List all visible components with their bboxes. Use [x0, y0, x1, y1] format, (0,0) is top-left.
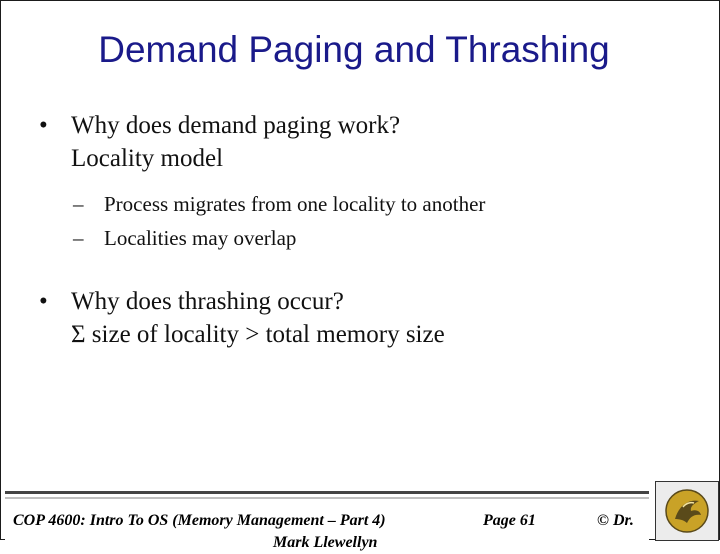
sub-bullet-text: Localities may overlap — [104, 226, 297, 250]
bullet-line: Σ size of locality > total memory size — [71, 321, 445, 348]
bullet-text — [71, 285, 445, 351]
bullet-line: Locality model — [71, 145, 224, 172]
footer-author-overflow: Mark Llewellyn — [273, 534, 378, 551]
sub-bullet-text: Process migrates from one locality to another — [104, 192, 486, 216]
bullet-item-1 — [39, 109, 485, 255]
bullet-marker: • — [39, 112, 48, 139]
bullet-marker: • — [39, 288, 48, 315]
bullet-text — [71, 109, 400, 175]
footer-course-title: COP 4600: Intro To OS (Memory Management – Part 4) — [13, 512, 386, 529]
sub-bullet-list — [73, 187, 485, 255]
footer-copyright: © Dr. — [597, 512, 634, 529]
footer-bar — [5, 491, 649, 551]
bullet-item-2 — [39, 285, 445, 351]
bullet-line: Why does demand paging work? — [71, 112, 401, 139]
bullet-row — [39, 109, 485, 175]
sub-bullet-item — [73, 221, 485, 255]
logo-box — [655, 481, 719, 541]
pegasus-logo-icon — [663, 487, 711, 535]
sub-bullet-marker: – — [73, 192, 84, 216]
bullet-line: Why does thrashing occur? — [71, 288, 344, 315]
bullet-row — [39, 285, 445, 351]
slide-title: Demand Paging and Thrashing — [98, 29, 610, 70]
footer-page-number: Page 61 — [483, 512, 536, 529]
sub-bullet-item — [73, 187, 485, 221]
sub-bullet-marker: – — [73, 226, 84, 250]
